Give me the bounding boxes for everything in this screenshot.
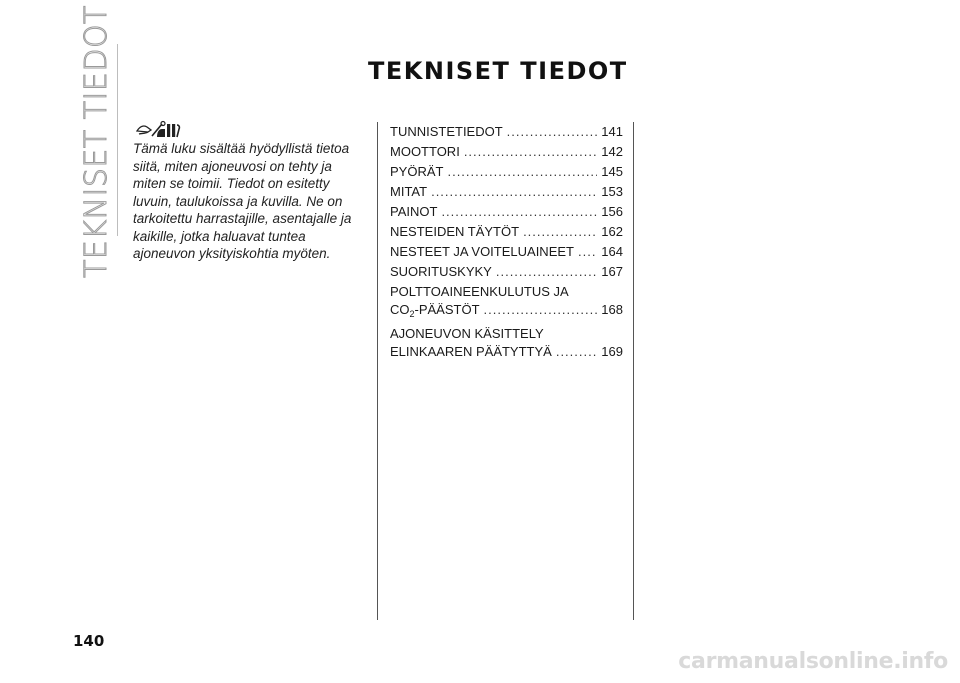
toc-leader-dots	[523, 223, 597, 241]
toc-item-moottori[interactable]	[390, 143, 623, 161]
toc-label: TUNNISTETIEDOT	[390, 124, 503, 139]
toc-label: PYÖRÄT	[390, 164, 444, 179]
toc-item-nesteet-ja-voiteluaineet[interactable]	[390, 243, 623, 261]
toc-leader-dots	[447, 163, 597, 181]
toc-label-line1: POLTTOAINEENKULUTUS JA	[390, 284, 569, 299]
toc-item-polttoaineenkulutus[interactable]	[390, 283, 623, 323]
toc-leader-dots	[441, 203, 597, 221]
toc-label: NESTEIDEN TÄYTÖT	[390, 224, 520, 239]
toc-label-line1: AJONEUVON KÄSITTELY	[390, 326, 544, 341]
toc-label: SUORITUSKYKY	[390, 264, 492, 279]
toc-label: NESTEET JA VOITELUAINEET	[390, 244, 574, 259]
column-divider-left	[377, 122, 378, 620]
toc-page: 141	[601, 124, 623, 139]
hands-tools-icon	[135, 120, 181, 140]
toc-label: $CO_2$-PÄÄSTÖT	[390, 302, 480, 319]
toc-page: 156	[601, 204, 623, 219]
side-tab-label	[78, 4, 114, 278]
toc-leader-dots	[431, 183, 597, 201]
side-tab-text: TEKNISET TIEDOT	[78, 4, 114, 278]
table-of-contents	[390, 123, 623, 363]
toc-item-suorituskyky[interactable]	[390, 263, 623, 281]
page-title: TEKNISET TIEDOT	[368, 57, 628, 85]
page-number: 140	[73, 632, 105, 650]
toc-page: 169	[601, 344, 623, 359]
side-tab-divider	[117, 44, 118, 236]
toc-item-ajoneuvon-kasittely[interactable]	[390, 325, 623, 361]
toc-label: ELINKAAREN PÄÄTYTTYÄ	[390, 344, 552, 359]
toc-leader-dots	[578, 243, 597, 261]
toc-item-painot[interactable]	[390, 203, 623, 221]
toc-page: 145	[601, 164, 623, 179]
toc-page: 162	[601, 224, 623, 239]
toc-leader-dots	[484, 301, 598, 319]
intro-paragraph: Tämä luku sisältää hyödyllistä tietoa siitä, miten ajoneuvosi on tehty ja miten se toimii. Tiedot on esitetty luvuin, taulukoissa ja kuvilla. Ne on tarkoitettu harrastajille, asentajalle ja kaikille, jotka haluavat tuntea ajoneuvon yksityiskohtia myöten.	[133, 141, 352, 261]
subscript-2: 2	[409, 309, 415, 319]
toc-page: 142	[601, 144, 623, 159]
toc-leader-dots	[496, 263, 597, 281]
toc-label: MITAT	[390, 184, 428, 199]
toc-item-nesteiden-taytot[interactable]	[390, 223, 623, 241]
watermark-text: carmanualsonline.info	[678, 649, 948, 674]
toc-item-mitat[interactable]	[390, 183, 623, 201]
toc-label: MOOTTORI	[390, 144, 460, 159]
toc-leader-dots	[556, 343, 597, 361]
toc-item-pyorat[interactable]	[390, 163, 623, 181]
toc-leader-dots	[464, 143, 597, 161]
toc-leader-dots	[507, 123, 598, 141]
column-divider-right	[633, 122, 634, 620]
toc-page: 167	[601, 264, 623, 279]
toc-page: 153	[601, 184, 623, 199]
toc-label: PAINOT	[390, 204, 438, 219]
toc-item-tunnistetiedot[interactable]	[390, 123, 623, 141]
toc-page: 164	[601, 244, 623, 259]
toc-page: 168	[601, 302, 623, 317]
